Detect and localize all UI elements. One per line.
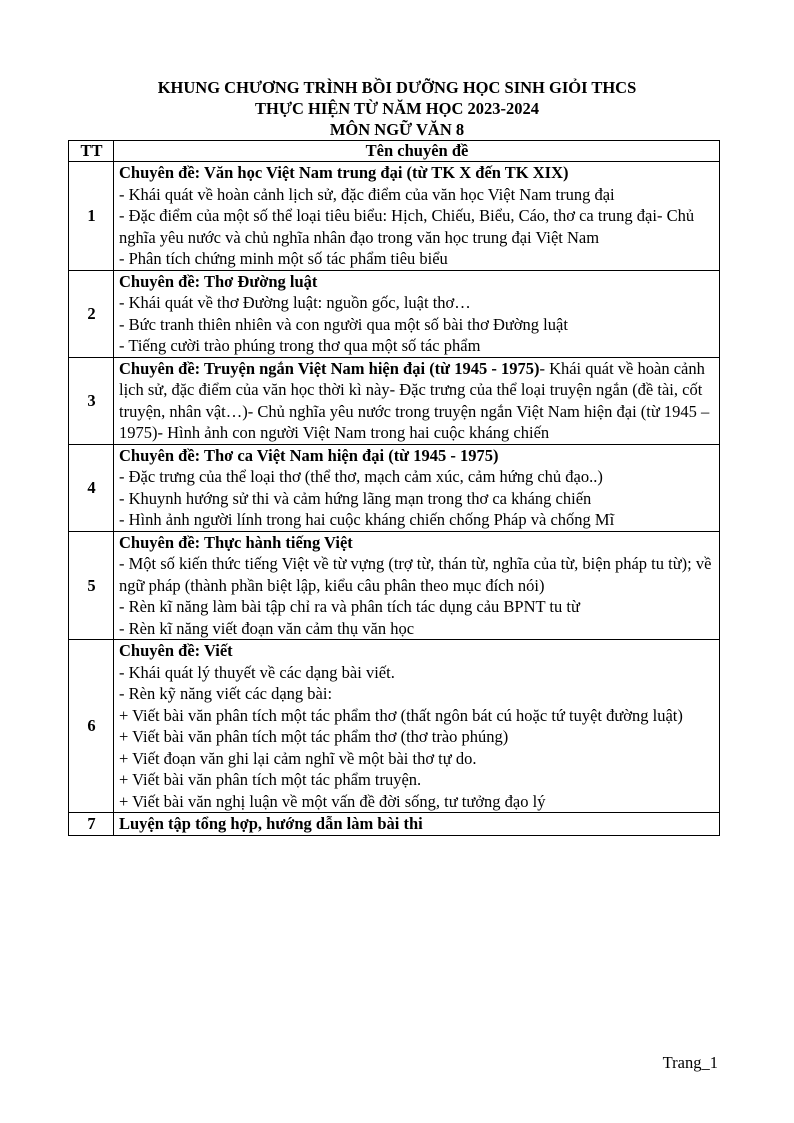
topic-cell: [114, 531, 720, 640]
topic-line: + Viết đoạn văn ghi lại cảm nghĩ về một bài thơ tự do.: [119, 748, 477, 768]
topic-title: Chuyên đề: Truyện ngắn Việt Nam hiện đại (từ 1945 - 1975): [119, 358, 540, 378]
row-number: 6: [69, 640, 114, 813]
topic-cell: [114, 444, 720, 531]
topic-cell: [114, 162, 720, 271]
topic-paragraph: [119, 358, 715, 444]
table-row: [69, 444, 720, 531]
topic-line: - Khái quát lý thuyết về các dạng bài viết.: [119, 662, 395, 682]
document-header: [0, 77, 794, 140]
topic-title: Chuyên đề: Thực hành tiếng Việt: [119, 532, 353, 552]
page-number: Trang_1: [662, 1053, 718, 1072]
topic-line: - Tiếng cười trào phúng trong thơ qua một số tác phẩm: [119, 336, 481, 355]
row-number: 4: [69, 444, 114, 531]
topic-line: - Rèn kĩ năng làm bài tập chỉ ra và phân tích tác dụng cảu BPNT tu từ: [119, 597, 580, 616]
topic-title: Luyện tập tổng hợp, hướng dẫn làm bài thi: [119, 814, 423, 833]
topic-cell: [114, 640, 720, 813]
table-row: [69, 270, 720, 357]
topic-line: - Rèn kĩ năng viết đoạn văn cảm thụ văn học: [119, 618, 415, 638]
topic-line: + Viết bài văn phân tích một tác phẩm thơ (thơ trào phúng): [119, 727, 509, 746]
topic-inline-text: - Khái quát về hoàn cảnh lịch sử, đặc điểm của văn học thời kì này- Đặc trưng của thể loại truyện ngắn (đề tài, cốt truyện, nhân vật…)- Chủ nghĩa yêu nước trong truyện ngắn Việt Nam hiện đại (từ 1945 – 1975)- Hình ảnh con người Việt Nam trong hai cuộc kháng chiến: [119, 358, 710, 442]
topic-cell: [114, 270, 720, 357]
row-number: 2: [69, 270, 114, 357]
topic-line: - Khái quát về thơ Đường luật: nguồn gốc, luật thơ…: [119, 293, 471, 312]
topic-title: Chuyên đề: Thơ ca Việt Nam hiện đại (từ 1945 - 1975): [119, 445, 499, 465]
topic-title: Chuyên đề: Viết: [119, 641, 233, 660]
topic-line: - Đặc trưng của thể loại thơ (thể thơ, mạch cảm xúc, cảm hứng chủ đạo..): [119, 467, 603, 486]
topic-line: - Một số kiến thức tiếng Việt về từ vựng (trợ từ, thán từ, nghĩa của từ, biện pháp tu từ); về ngữ pháp (thành phần biệt lập, kiểu câu phân theo mục đích nói): [119, 554, 712, 595]
column-header-topic: Tên chuyên đề: [114, 141, 720, 162]
row-number: 5: [69, 531, 114, 640]
topic-line: - Khuynh hướng sử thi và cảm hứng lãng mạn trong thơ ca kháng chiến: [119, 488, 592, 508]
topic-line: - Khái quát về hoàn cảnh lịch sử, đặc điểm của văn học Việt Nam trung đại: [119, 184, 615, 204]
syllabus-table: [68, 140, 720, 836]
row-number: 3: [69, 357, 114, 444]
row-number: 7: [69, 813, 114, 836]
topic-line: - Bức tranh thiên nhiên và con người qua một số bài thơ Đường luật: [119, 314, 568, 334]
topic-cell: [114, 813, 720, 836]
table-row: [69, 162, 720, 271]
topic-line: + Viết bài văn phân tích một tác phẩm thơ (thất ngôn bát cú hoặc tứ tuyệt đường luật): [119, 705, 683, 725]
topic-line: + Viết bài văn phân tích một tác phẩm truyện.: [119, 770, 422, 789]
table-row: [69, 640, 720, 813]
topic-line: - Rèn kỹ năng viết các dạng bài:: [119, 684, 333, 703]
topic-line: - Phân tích chứng minh một số tác phẩm tiêu biểu: [119, 249, 448, 268]
topic-line: - Hình ảnh người lính trong hai cuộc kháng chiến chống Pháp và chống Mĩ: [119, 510, 615, 529]
header-subtitle: THỰC HIỆN TỪ NĂM HỌC 2023-2024: [254, 99, 539, 118]
topic-title: Chuyên đề: Văn học Việt Nam trung đại (từ TK X đến TK XIX): [119, 163, 569, 182]
row-number: 1: [69, 162, 114, 271]
topic-cell: [114, 357, 720, 444]
topic-line: - Đặc điểm của một số thể loại tiêu biểu: Hịch, Chiếu, Biểu, Cáo, thơ ca trung đại- Chủ nghĩa yêu nước và chủ nghĩa nhân đạo trong văn học trung đại Việt Nam: [119, 206, 695, 247]
table-row: [69, 357, 720, 444]
topic-title: Chuyên đề: Thơ Đường luật: [119, 271, 318, 291]
table-row: [69, 531, 720, 640]
table-header-row: [69, 141, 720, 162]
table-row: [69, 813, 720, 836]
header-subject: MÔN NGỮ VĂN 8: [329, 120, 465, 139]
topic-line: + Viết bài văn nghị luận về một vấn đề đời sống, tư tưởng đạo lý: [119, 791, 546, 811]
column-header-tt: TT: [69, 141, 114, 162]
header-title: KHUNG CHƯƠNG TRÌNH BỒI DƯỠNG HỌC SINH GIỎI THCS: [157, 78, 637, 97]
